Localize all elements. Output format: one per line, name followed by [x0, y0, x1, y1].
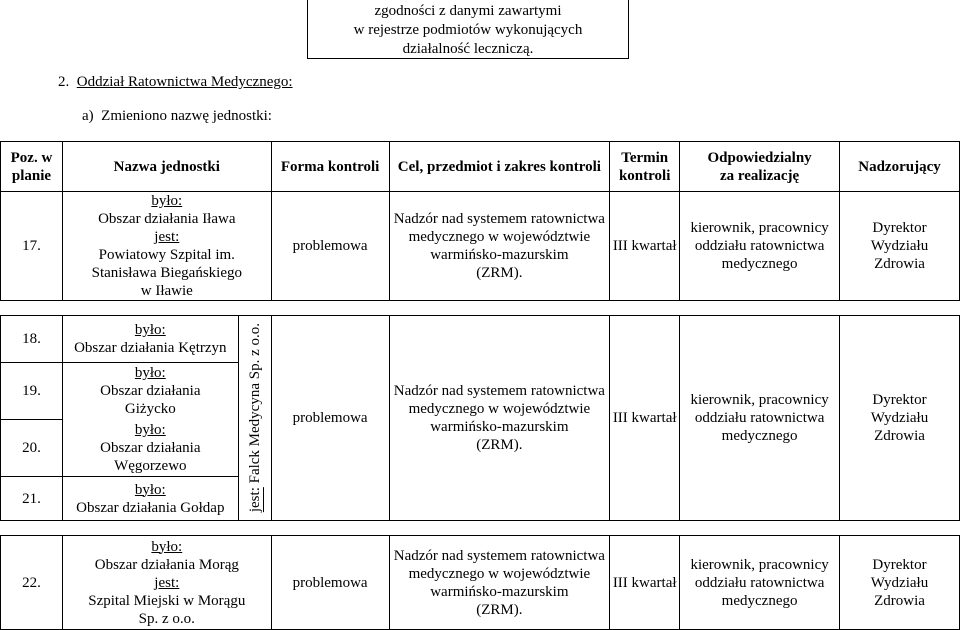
header-odpowiedzialny: Odpowiedzialny za realizację — [680, 142, 840, 192]
continuation-cell — [307, 0, 629, 59]
cell-jest-vertical — [238, 316, 271, 521]
header-cel: Cel, przedmiot i zakres kontroli — [389, 142, 610, 192]
cell-nadzorujacy: Dyrektor Wydziału Zdrowia — [840, 536, 960, 630]
header-forma: Forma kontroli — [271, 142, 389, 192]
cell-nazwa: było: Obszar działania Węgorzewo — [62, 420, 238, 477]
control-plan-table — [0, 141, 960, 630]
cell-poz: 22. — [1, 536, 63, 630]
cell-termin: III kwartał — [610, 316, 680, 521]
cell-forma: problemowa — [271, 316, 389, 521]
section-heading — [58, 74, 293, 91]
cell-nazwa: było: Obszar działania Kętrzyn — [62, 316, 238, 363]
header-nadzorujacy: Nadzorujący — [840, 142, 960, 192]
cell-poz: 17. — [1, 192, 63, 301]
cell-cel: Nadzór nad systemem ratownictwa medycznego w województwie warmińsko-mazurskim (ZRM). — [389, 192, 610, 301]
continuation-line: w rejestrze podmiotów wykonujących — [353, 22, 583, 38]
cell-nadzorujacy: Dyrektor Wydziału Zdrowia — [840, 192, 960, 301]
cell-odpowiedzialny: kierownik, pracownicy oddziału ratownictwa medycznego — [680, 316, 840, 521]
cell-termin: III kwartał — [610, 536, 680, 630]
table-row — [1, 316, 960, 363]
cell-forma: problemowa — [271, 536, 389, 630]
section-title: Oddział Ratownictwa Medycznego: — [76, 74, 293, 90]
cell-cel: Nadzór nad systemem ratownictwa medycznego w województwie warmińsko-mazurskim (ZRM). — [389, 536, 610, 630]
cell-nazwa: było: Obszar działania Giżycko — [62, 363, 238, 420]
cell-nadzorujacy: Dyrektor Wydziału Zdrowia — [840, 316, 960, 521]
row-gap — [1, 521, 960, 536]
cell-cel: Nadzór nad systemem ratownictwa medycznego w województwie warmińsko-mazurskim (ZRM). — [389, 316, 610, 521]
table-row — [1, 192, 960, 301]
jest-vertical-text: jest: Falck Medycyna Sp. z o.o. — [246, 323, 263, 513]
cell-poz: 19. — [1, 363, 63, 420]
continuation-line: zgodności z danymi zawartymi — [374, 3, 562, 19]
cell-nazwa: było: Obszar działania Iława jest: Powiatowy Szpital im. Stanisława Biegańskiego w Iławie — [62, 192, 271, 301]
continuation-line: działalność leczniczą. — [402, 41, 534, 57]
section-number: 2. — [58, 74, 70, 90]
cell-termin: III kwartał — [610, 192, 680, 301]
cell-odpowiedzialny: kierownik, pracownicy oddziału ratownictwa medycznego — [680, 192, 840, 301]
subsection-text: Zmieniono nazwę jednostki: — [101, 108, 272, 124]
table-row — [1, 536, 960, 630]
row-gap — [1, 301, 960, 316]
cell-nazwa: było: Obszar działania Morąg jest: Szpital Miejski w Morągu Sp. z o.o. — [62, 536, 271, 630]
header-poz: Poz. w planie — [1, 142, 63, 192]
cell-odpowiedzialny: kierownik, pracownicy oddziału ratownictwa medycznego — [680, 536, 840, 630]
cell-poz: 20. — [1, 420, 63, 477]
header-nazwa: Nazwa jednostki — [62, 142, 271, 192]
cell-poz: 18. — [1, 316, 63, 363]
cell-nazwa: było: Obszar działania Gołdap — [62, 477, 238, 521]
header-row — [1, 142, 960, 192]
cell-forma: problemowa — [271, 192, 389, 301]
subsection-letter: a) — [82, 108, 94, 124]
header-termin: Termin kontroli — [610, 142, 680, 192]
subsection-heading — [82, 108, 272, 125]
cell-poz: 21. — [1, 477, 63, 521]
